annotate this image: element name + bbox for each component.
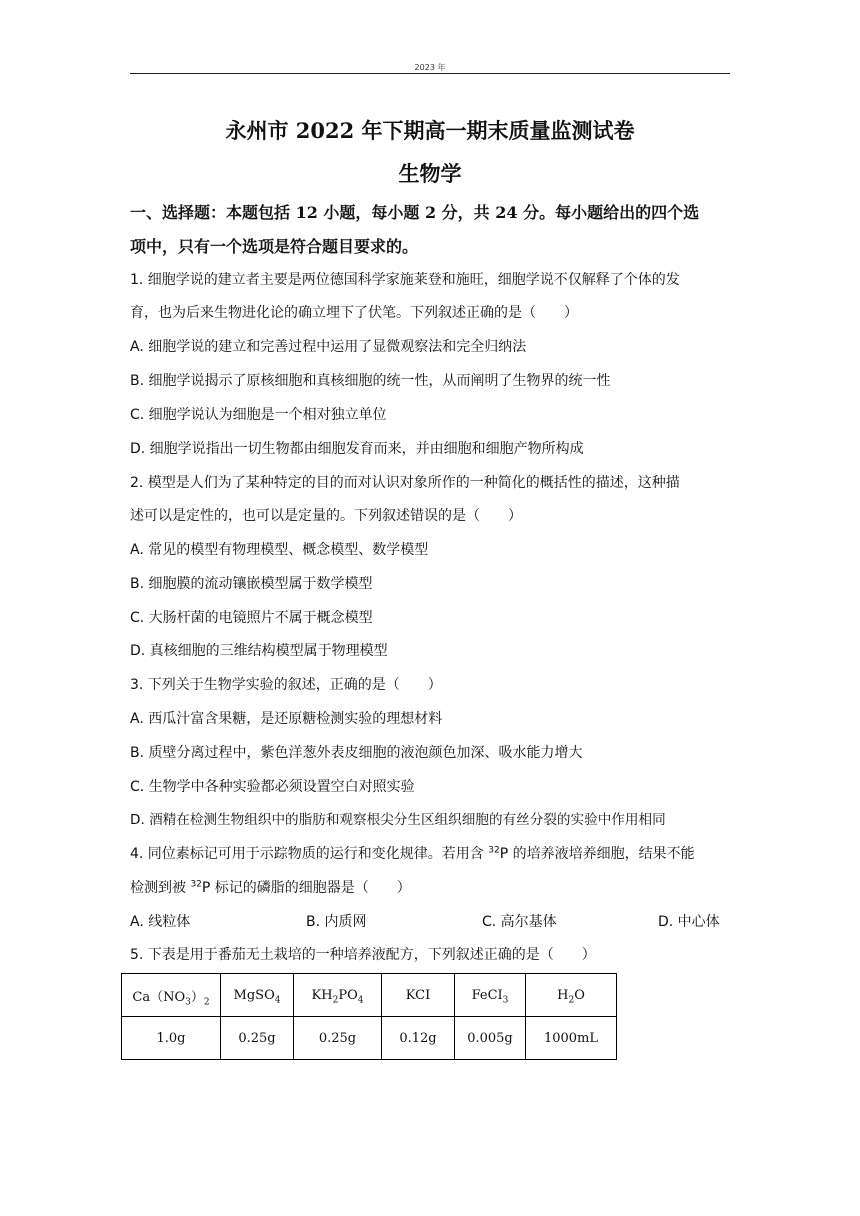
q3-option-c: C. 生物学中各种实验都必须设置空白对照实验: [130, 779, 415, 795]
q2-option-c: C. 大肠杆菌的电镜照片不属于概念模型: [130, 610, 373, 626]
q3-stem: 3. 下列关于生物学实验的叙述，正确的是（ ）: [130, 677, 442, 693]
q4-stem-line2: 检测到被 $^{32}$P 标记的磷脂的细胞器是（ ）: [130, 879, 411, 896]
q2-option-a: A. 常见的模型有物理模型、概念模型、数学模型: [130, 542, 429, 558]
table-header-cell: $H_2O$: [526, 974, 617, 1017]
q2-stem-line1: 2. 模型是人们为了某种特定的目的而对认识对象所作的一种简化的概括性的描述，这种描: [130, 475, 680, 491]
q1-option-a: A. 细胞学说的建立和完善过程中运用了显微观察法和完全归纳法: [130, 339, 527, 355]
q2-option-b: B. 细胞膜的流动镶嵌模型属于数学模型: [130, 576, 373, 592]
subject-title: 生物学: [398, 161, 462, 186]
q3-option-d: D. 酒精在检测生物组织中的脂肪和观察根尖分生区组织细胞的有丝分裂的实验中作用相同: [130, 812, 666, 828]
nutrient-solution-table: [121, 973, 617, 1060]
q3-option-b: B. 质壁分离过程中，紫色洋葱外表皮细胞的液泡颜色加深、吸水能力增大: [130, 745, 583, 761]
section-heading: [130, 196, 730, 264]
table-header-cell: MgSO$_4$: [221, 974, 294, 1017]
q1-stem-line1: 1. 细胞学说的建立者主要是两位德国科学家施莱登和施旺，细胞学说不仅解释了个体的发: [130, 272, 680, 288]
q5-stem: 5. 下表是用于番茄无土栽培的一种培养液配方，下列叙述正确的是（ ）: [130, 947, 596, 963]
table-header-row: [122, 974, 617, 1017]
q4-option-d: D. 中心体: [658, 914, 720, 930]
q1-option-d: D. 细胞学说指出一切生物都由细胞发育而来，并由细胞和细胞产物所构成: [130, 441, 584, 457]
q1-option-c: C. 细胞学说认为细胞是一个相对独立单位: [130, 407, 387, 423]
table-header-cell: KCI: [382, 974, 455, 1017]
table-cell: 0.25g: [294, 1017, 382, 1060]
q4-stem-line1: 4. 同位素标记可用于示踪物质的运行和变化规律。若用含 $^{32}$P 的培养液培养细胞，结果不能: [130, 845, 695, 862]
q2-stem-line2: 述可以是定性的，也可以是定量的。下列叙述错误的是（ ）: [130, 508, 522, 524]
section-heading-line2: 项中，只有一个选项是符合题目要求的。: [130, 237, 419, 256]
q4-option-c: C. 高尔基体: [482, 914, 557, 930]
q4-option-b: B. 内质网: [306, 914, 367, 930]
page-header-year: 2023 年: [414, 63, 446, 72]
q1-option-b: B. 细胞学说揭示了原核细胞和真核细胞的统一性，从而阐明了生物界的统一性: [130, 373, 611, 389]
section-heading-line1: 一、选择题：本题包括 12 小题，每小题 2 分，共 24 分。每小题给出的四个选: [130, 203, 700, 222]
exam-title: 永州市 2022 年下期高一期末质量监测试卷: [225, 118, 635, 143]
q4-option-a: A. 线粒体: [130, 914, 191, 930]
q3-option-a: A. 西瓜汁富含果糖，是还原糖检测实验的理想材料: [130, 711, 443, 727]
table-row: [122, 1017, 617, 1060]
header-divider: [130, 73, 730, 74]
table-cell: 0.005g: [455, 1017, 526, 1060]
table-cell: 0.12g: [382, 1017, 455, 1060]
table-cell: 1.0g: [122, 1017, 221, 1060]
table-header-cell: $KH_2PO_4$: [294, 974, 382, 1017]
table-cell: 1000mL: [526, 1017, 617, 1060]
q2-option-d: D. 真核细胞的三维结构模型属于物理模型: [130, 643, 388, 659]
table-header-cell: FeCI$_3$: [455, 974, 526, 1017]
q1-stem-line2: 育，也为后来生物进化论的确立埋下了伏笔。下列叙述正确的是（ ）: [130, 305, 578, 321]
table-cell: 0.25g: [221, 1017, 294, 1060]
table-header-cell: $Ca(NO_3)_2$: [122, 974, 221, 1017]
